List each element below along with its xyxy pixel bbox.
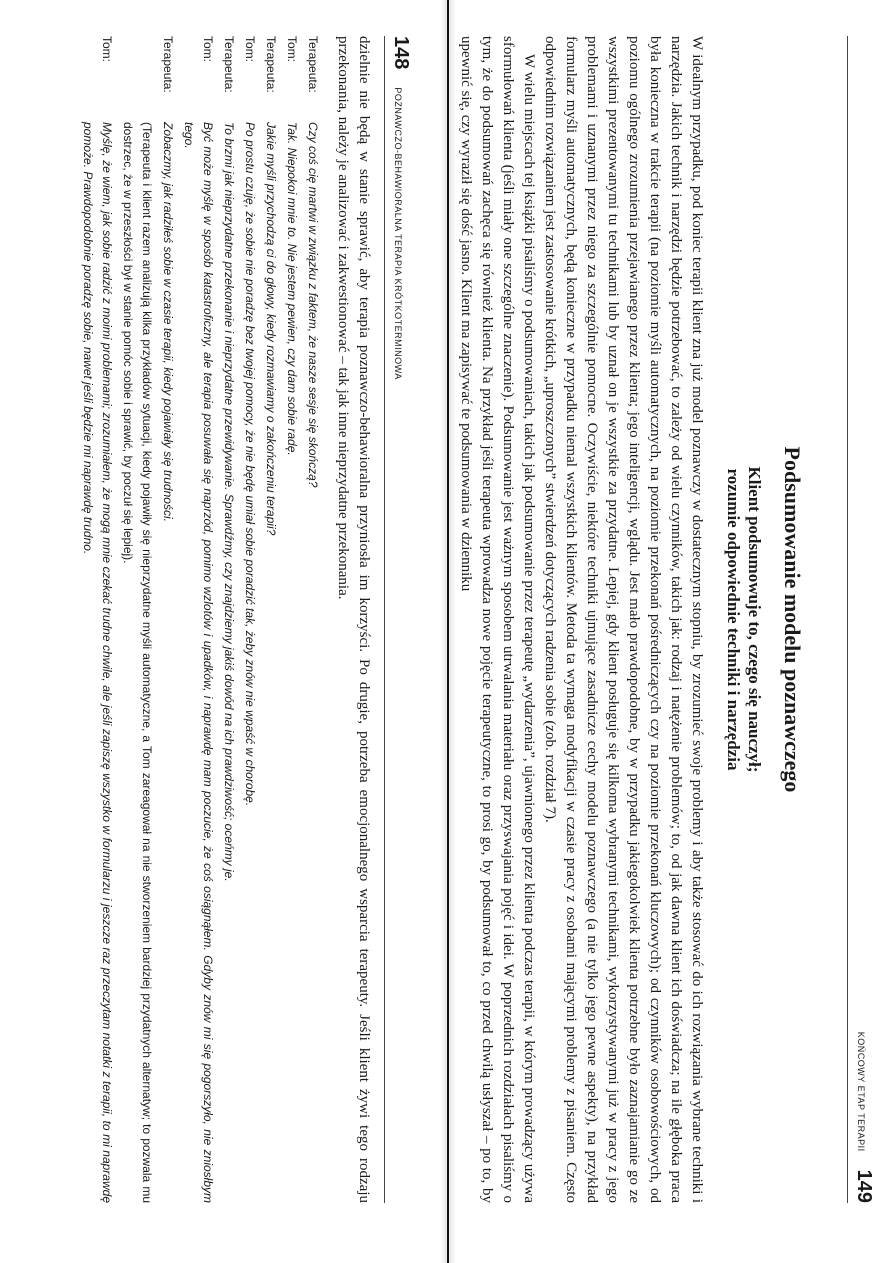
narration-text: (Terapeuta i klient razem analizują kilka przykładów sytuacji, kiedy pojawiły się nieprzydatne myśli automatyczne, a Tom zareagował na nie stworzeniem bardziej przydatnych alternatyw; to pozwala mu dostrzec, że w przeszłości był w stanie pomóc sobie i sprawić, by poczuł się lepiej).	[121, 122, 154, 1203]
running-head-text-right: KOŃCOWY ETAP TERAPII	[856, 1031, 866, 1152]
page-148	[0, 0, 430, 1263]
page-149	[458, 0, 893, 1263]
page-number-149: 149	[853, 1169, 875, 1203]
speaker-label: Terapeuta:	[306, 36, 320, 93]
running-head-right	[847, 36, 875, 1203]
narration-block	[118, 36, 156, 1203]
speaker-label: Terapeuta:	[161, 36, 175, 93]
speaker-label: Tom:	[243, 36, 257, 63]
intro-paragraph: dzielnie nie będą w stanie sprawić, aby terapia poznawczo-behawioralna przyniosła im korzyści. Po drugie, potrzeba emocjonalnego wsparcia terapeuty. Jeśli klient żywi tego rodzaju przekonania, należy je analizować i zakwestionować – tak jak inne nieprzydatne przekonania.	[335, 36, 372, 1203]
utterance: Tak. Niepokoi mnie to. Nie jestem pewien, czy dam sobie radę.	[285, 122, 299, 456]
utterance: Zobaczmy, jak radziłeś sobie w czasie terapii, kiedy pojawiały się trudności.	[161, 122, 175, 522]
dialogue-turn	[261, 36, 280, 1203]
sub-title	[723, 36, 765, 1203]
speaker-label: Tom:	[285, 36, 299, 63]
page-number-148: 148	[390, 36, 412, 70]
dialogue-turn	[179, 36, 217, 1203]
dialogue-turn	[78, 36, 116, 1203]
section-title: Podsumowanie modelu poznawczego	[780, 446, 805, 793]
utterance: To brzmi jak nieprzydatne przekonanie i nieprzydatne przewidywanie. Sprawdźmy, czy znajdziemy jakiś dowód na ich prawdziwość; oceńmy je.	[222, 122, 236, 882]
dialogue-turn	[303, 36, 322, 1203]
running-head-text-left: POZNAWCZO-BEHAWIORALNA TERAPIA KRÓTKOTERMINOWA	[393, 87, 403, 380]
dialogue-turn	[158, 36, 177, 1203]
body-paragraph-1: W idealnym przypadku, pod koniec terapii klient zna już model poznawczy w dostatecznym stopniu, by zrozumieć swoje problemy i aby także stosować do ich rozwiązania wybrane techniki i narzędzia. Jakich technik i narzędzi będzie potrzebować, to zależy od wielu czynników, takich jak: rodzaj i natężenie problemów; to, od jak dawna klient ich doświadcza; na ile głęboka praca była konieczna w trakcie terapii (na poziomie myśli automatycznych, na poziomie przekonań pośredniczących czy na poziomie przekonań kluczowych); od czynników osobowościowych, od poziomu ogólnego zrozumienia przejawianego przez klienta; jego inteligencji, wglądu. Jest mało prawdopodobne, by w przypadku jakiegokolwiek klienta potrzebne było zaznajamianie go ze wszystkimi prezentowanymi tu technikami lub by uznał on je wszystkie za przydatne. Lepiej, gdy klient posługuje się kilkoma wybranymi technikami, wykorzystywanymi już w pracy z jego problemami i uznanymi przez niego za szczególnie pomocne. Oczywiście, niektóre techniki ujmujące zasadnicze cechy modelu poznawczego (a nie tylko jego pewne aspekty), na przykład formularz myśli automatycznych, będą konieczne w przypadku niemal wszystkich klientów. Metoda ta wymaga modyfikacji w czasie pracy z osobami mającymi problemy z pisaniem. Często odpowiednim rozwiązaniem jest zastosowanie krótkich, „uproszczonych” stwierdzeń dotyczących radzenia sobie (zob. rozdział 7).	[542, 36, 705, 1203]
running-head-left	[384, 36, 412, 1203]
dialogue-block	[78, 36, 322, 1203]
utterance: Być może myślę w sposób katastroficzny, ale terapia posuwała się naprzód, pomimo wzlotów i upadków, i naprawdę mam poczucie, że coś osiągnąłem. Gdyby znów mi się pogorszyło, nie zniosłbym tego.	[182, 122, 215, 1203]
speaker-label: Tom:	[100, 36, 114, 63]
sub-title-line-2: rozumie odpowiednie techniki i narzędzia	[724, 468, 743, 771]
utterance: Czy coś cię martwi w związku z faktem, że nasze sesje się skończą?	[306, 122, 320, 488]
speaker-label: Tom:	[201, 36, 215, 63]
body-paragraph-2: W wielu miejscach tej książki pisaliśmy o podsumowaniach, takich jak podsumowanie przez terapeutę „wydarzenia”, ujawnionego przez klienta podczas terapii, w którym prowadzący używa sformułowań klienta (jeśli miały one szczególne znaczenie). Podsumowanie jest ważnym sposobem utrwalania materiału oraz przyswajania pojęć i idei. W poprzednich rozdziałach pisaliśmy o tym, że do podsumowań zachęca się również klienta. Na przykład jeśli terapeuta wprowadza nowe pojęcie terapeutyczne, to prosi go, by podsumował to, co przed chwilą usłyszał – po to, by upewnić się, czy wyraził się dość jasno. Klient ma zapisywać te podsumowania w dzienniku	[458, 36, 537, 1203]
speaker-label: Terapeuta:	[264, 36, 278, 93]
dialogue-turn	[219, 36, 238, 1203]
utterance: Myślę, że wiem, jak sobie radzić z moimi problemami; zrozumiałem, że mogą mnie czekać trudne chwile, ale jeśli zapiszę wszystko w formularzu i jeszcze raz przeczytam notatki z terapii, to mi naprawdę pomoże. Prawdopodobnie poradzę sobie, nawet jeśli będzie mi naprawdę trudno.	[81, 122, 114, 1203]
dialogue-turn	[240, 36, 259, 1203]
sub-title-line-1: Klient podsumowuje to, czego się nauczył;	[745, 466, 764, 773]
utterance: Jakie myśli przychodzą ci do głowy, kiedy rozmawiamy o zakończeniu terapii?	[264, 122, 278, 536]
speaker-label: Terapeuta:	[222, 36, 236, 93]
book-gutter-line	[447, 0, 449, 1263]
utterance: Po prostu czuję, że sobie nie poradzę bez twojej pomocy, że nie będę umiał sobie poradzić tak, żeby znów nie wpaść w chorobę.	[243, 122, 257, 807]
dialogue-turn	[282, 36, 301, 1203]
